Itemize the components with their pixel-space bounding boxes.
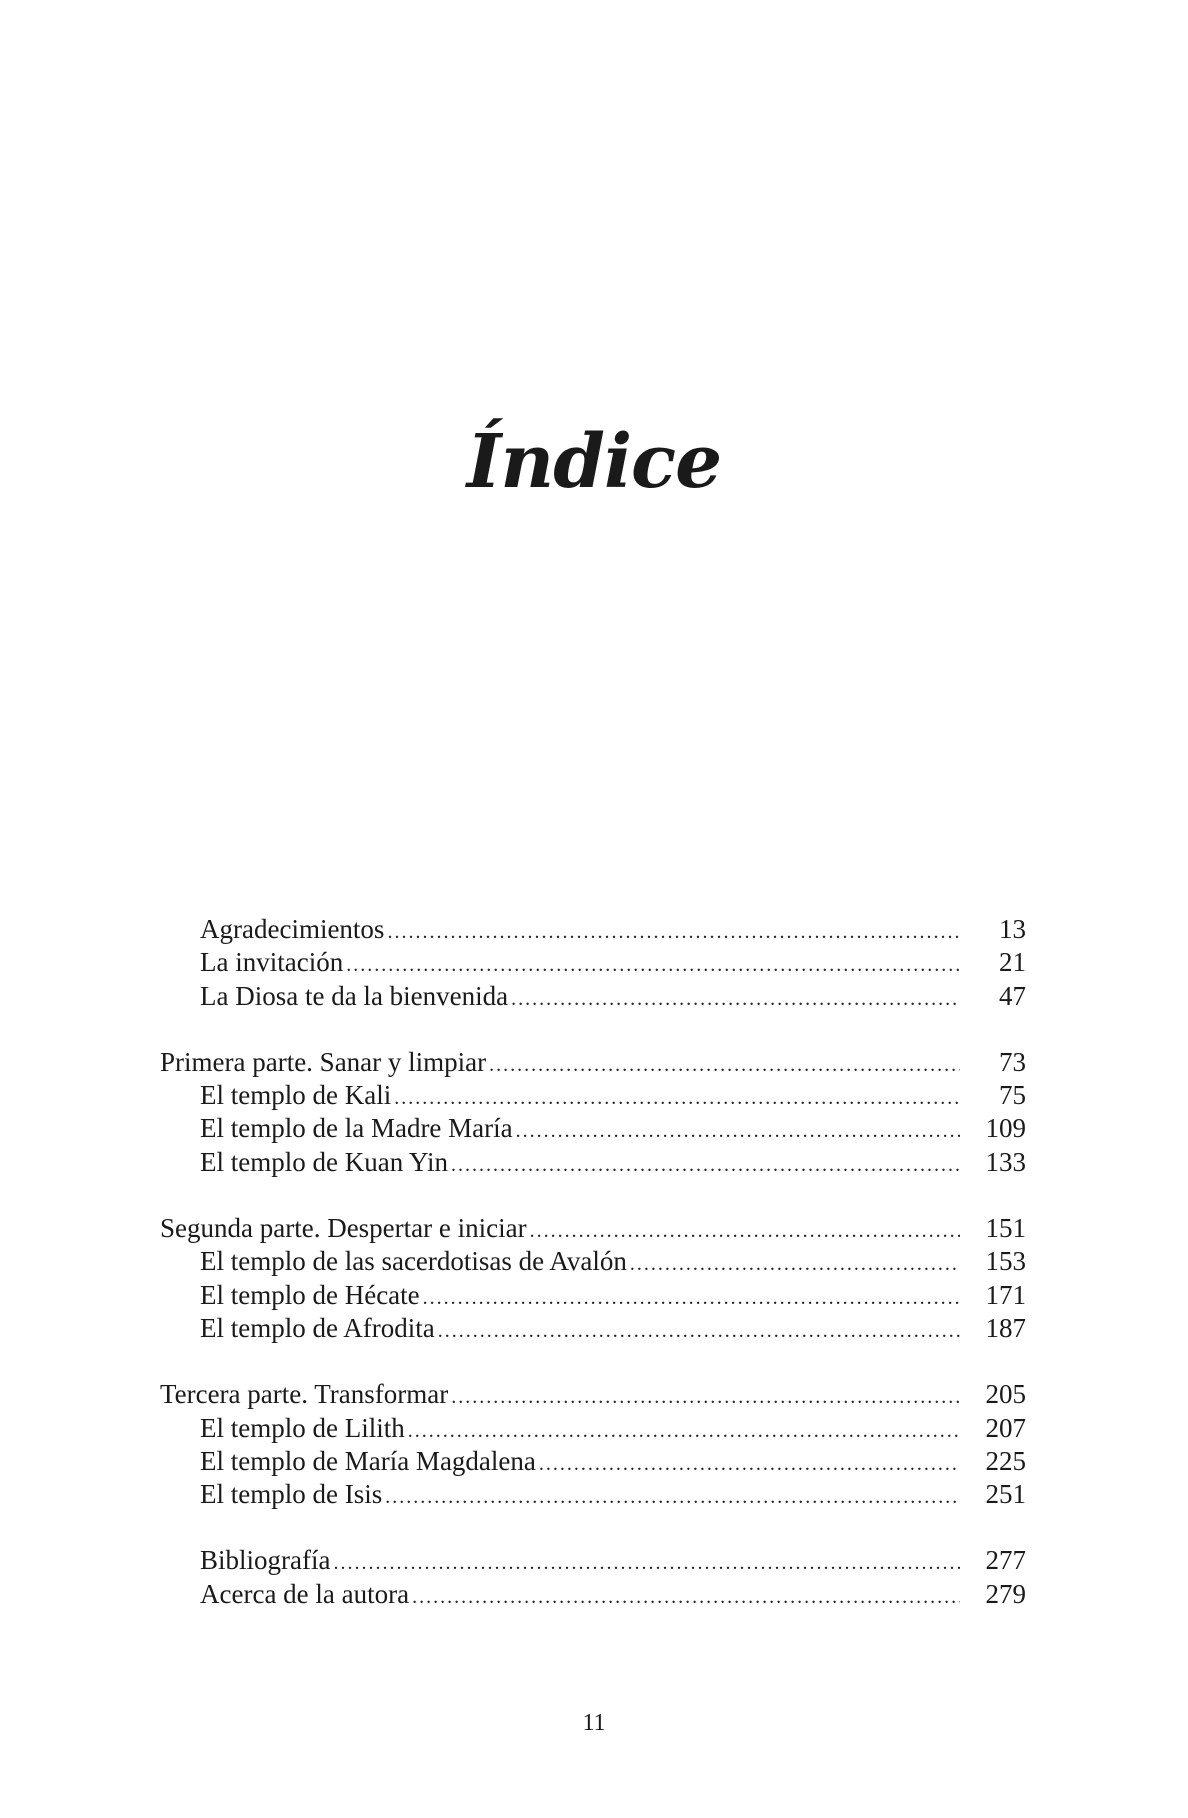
toc-entry-page: 251: [985, 1479, 1026, 1510]
dot-leader: [438, 1315, 960, 1348]
toc-entry[interactable]: [160, 1245, 1026, 1278]
toc-entry-page: 279: [985, 1578, 1026, 1609]
dot-leader: [333, 1547, 960, 1580]
dot-leader: [489, 1049, 960, 1082]
toc-section: [160, 1212, 1026, 1345]
dot-leader: [385, 1481, 960, 1514]
toc-entry-label: La Diosa te da la bienvenida: [200, 980, 509, 1011]
toc-entry-label: El templo de Kuan Yin: [200, 1146, 448, 1177]
toc-entry-label: El templo de Hécate: [200, 1279, 420, 1310]
toc-section: [160, 1378, 1026, 1511]
toc-entry[interactable]: [160, 1079, 1026, 1112]
toc-section: [160, 913, 1026, 1013]
toc-entry-label: Tercera parte. Transformar: [160, 1379, 449, 1410]
toc-entry[interactable]: [160, 980, 1026, 1013]
toc-entry-label: El templo de María Magdalena: [200, 1445, 536, 1476]
toc-entry-label: El templo de la Madre María: [200, 1113, 513, 1144]
dot-leader: [630, 1248, 960, 1281]
toc-entry-label: Primera parte. Sanar y limpiar: [160, 1046, 487, 1077]
dot-leader: [511, 983, 960, 1016]
dot-leader: [516, 1115, 960, 1148]
toc-entry-label: El templo de Lilith: [200, 1412, 405, 1443]
dot-leader: [539, 1448, 960, 1481]
toc-entry[interactable]: [160, 1112, 1026, 1145]
page-title: Índice: [466, 418, 722, 505]
toc-entry-page: 151: [985, 1213, 1026, 1244]
toc-entry-page: 171: [985, 1279, 1026, 1310]
dot-leader: [412, 1581, 960, 1614]
toc-entry-page: 207: [985, 1412, 1026, 1443]
toc-section: [160, 1544, 1026, 1611]
toc-entry-page: 13: [999, 914, 1026, 944]
toc-entry[interactable]: [160, 1279, 1026, 1312]
toc-entry-page: 47: [999, 980, 1026, 1011]
toc-entry-label: Acerca de la autora: [200, 1578, 410, 1609]
table-of-contents: [160, 913, 1026, 1611]
toc-entry-label: Bibliografía: [200, 1545, 331, 1576]
toc-part-heading[interactable]: [160, 1046, 1026, 1079]
dot-leader: [408, 1415, 960, 1448]
dot-leader: [346, 949, 960, 982]
toc-entry[interactable]: [160, 1312, 1026, 1345]
toc-part-heading[interactable]: [160, 1212, 1026, 1245]
toc-entry[interactable]: [160, 1544, 1026, 1577]
toc-entry[interactable]: [160, 1146, 1026, 1179]
toc-entry-page: 133: [985, 1146, 1026, 1177]
toc-entry[interactable]: [160, 1412, 1026, 1445]
toc-entry-page: 187: [985, 1312, 1026, 1343]
toc-section: [160, 1046, 1026, 1179]
toc-entry-page: 205: [985, 1379, 1026, 1410]
toc-entry-label: Agradecimientos: [200, 914, 385, 944]
toc-entry-label: El templo de Kali: [200, 1080, 392, 1111]
toc-entry-page: 75: [999, 1080, 1026, 1111]
dot-leader: [387, 916, 960, 949]
dot-leader: [530, 1215, 960, 1248]
page-number: 11: [582, 1710, 606, 1736]
toc-entry-page: 21: [999, 947, 1026, 978]
dot-leader: [394, 1082, 960, 1115]
toc-entry-page: 277: [985, 1545, 1026, 1576]
dot-leader: [451, 1381, 960, 1414]
toc-part-heading[interactable]: [160, 1378, 1026, 1411]
toc-entry[interactable]: [160, 1478, 1026, 1511]
toc-entry-page: 73: [999, 1046, 1026, 1077]
toc-entry[interactable]: [160, 1445, 1026, 1478]
dot-leader: [423, 1282, 960, 1315]
toc-entry[interactable]: [160, 946, 1026, 979]
dot-leader: [451, 1149, 960, 1182]
toc-entry-label: El templo de las sacerdotisas de Avalón: [200, 1246, 627, 1277]
toc-entry-label: La invitación: [200, 947, 344, 978]
toc-entry[interactable]: [160, 1578, 1026, 1611]
toc-entry-page: 225: [985, 1445, 1026, 1476]
toc-entry-label: El templo de Isis: [200, 1479, 383, 1510]
toc-entry-label: Segunda parte. Despertar e iniciar: [160, 1213, 527, 1244]
toc-entry-page: 109: [985, 1113, 1026, 1144]
toc-entry-label: El templo de Afrodita: [200, 1312, 435, 1343]
toc-entry[interactable]: [160, 913, 1026, 946]
toc-entry-page: 153: [985, 1246, 1026, 1277]
